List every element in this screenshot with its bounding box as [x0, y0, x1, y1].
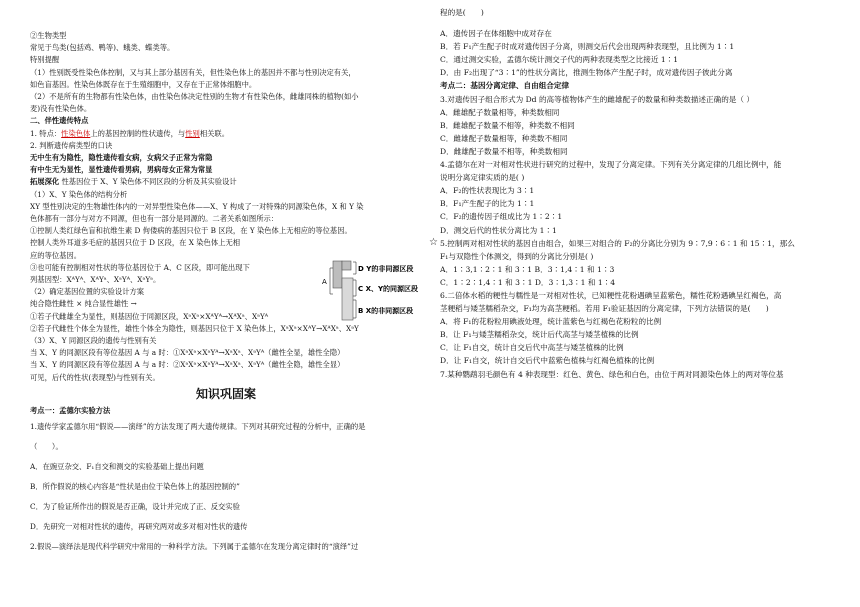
answer-option: C．雌雄配子数量相等，种类数不相同: [440, 133, 568, 143]
text-line: ③也可能有控制相对性状的等位基因位于 A、C 区段，即可能出现下: [30, 262, 250, 272]
xy-chromosome-diagram: [316, 260, 426, 322]
answer-option: B．若 F₁产生配子时成对遗传因子分离，则测交后代会出现两种表现型，且比例为 1∶1: [440, 42, 735, 52]
text-span: 相关联。: [199, 128, 229, 138]
y-chromosome-shape: [333, 261, 342, 288]
text-line: 控制人类外耳道多毛症的基因只位于 D 区段，在 X 染色体上无相: [30, 238, 241, 248]
section-title: 知识巩固案: [195, 386, 256, 401]
answer-option: D．先研究一对相对性状的遗传，再研究两对或多对相对性状的遗传: [30, 522, 248, 532]
region-d-label: D Y的非同源区段: [358, 265, 414, 273]
question-stem: 7.某种鹦鹉羽毛颜色有 4 种表现型：红色、黄色、绿色和白色，由位于两对同源染色体上的两对等位基: [440, 369, 784, 379]
answer-option: D．由 F₂出现了“3∶1”的性状分离比，推测生物体产生配子时，成对遗传因子彼此分离: [440, 68, 733, 78]
question-stem: 茎粳稻与矮茎糯稻杂交，F₁均为高茎粳稻。若用 F₁验证基因的分离定律，下列方法错误的是( ): [440, 304, 769, 314]
text-line: 程的是( ): [440, 8, 484, 17]
question-stem: 1.遗传学家孟德尔用“假说——演绎”的方法发现了两大遗传规律。下列对其研究过程的分析中，正确的是: [30, 422, 366, 432]
mnemonic-line: 有中生无为显性，显性遗传看男病，男病母女正常为常显: [30, 165, 213, 175]
answer-option: A．在豌豆杂交、F₁自交和测交的实验基础上提出问题: [30, 462, 204, 472]
answer-option: A．1∶3,1∶2∶1 和 3∶1 B．3∶1,4∶1 和 1∶3: [440, 264, 615, 274]
answer-option: A．F₂的性状表现比为 3∶1: [440, 186, 535, 196]
y-chromosome-arm: [342, 261, 351, 270]
section-heading: 二、伴性遗传特点: [30, 116, 89, 126]
answer-option: C．F₂的遗传因子组成比为 1∶2∶1: [440, 212, 563, 222]
text-span: 上的基因控制的性状遗传，与: [90, 128, 186, 138]
answer-option: B．雌雄配子数量不相等，种类数不相同: [440, 120, 575, 130]
text-line: 纯合隐性雌性 × 纯合显性雄性 →: [30, 299, 137, 309]
answer-option: A．将 F₁的花粉粒用碘液处理，统计蓝紫色与红褐色花粉粒的比例: [440, 317, 662, 327]
highlight-term: 性别: [185, 128, 200, 138]
answer-option: A．雌雄配子数量相等，种类数相同: [440, 107, 560, 117]
text-line: ②若子代雌性个体全为显性，雄性个体全为隐性，则基因只位于 X 染色体上，XᵃXᵃ×XᴬY→XᴬXᵃ、XᵃY: [30, 323, 359, 333]
answer-option: C．让 F₁自交，统计自交后代中高茎与矮茎植株的比例: [440, 343, 624, 353]
x-chromosome-shape: [342, 278, 353, 320]
text-line: （1）性别既受性染色体控制，又与其上部分基因有关，但性染色体上的基因并不都与性别决定有关，: [30, 67, 356, 77]
topic-heading: 考点一：孟德尔实验方法: [30, 405, 111, 415]
text-span: 1. 特点：: [30, 128, 62, 138]
extension-line: [30, 176, 422, 188]
highlight-term: 性染色体: [61, 128, 91, 138]
text-line: 如色盲基因。性染色体既存在于生殖细胞中，又存在于正常体细胞中。: [30, 79, 257, 89]
extension-label: 拓展深化: [30, 177, 60, 187]
chromosome-svg: [316, 260, 426, 322]
text-line: ②生物类型: [30, 31, 67, 40]
answer-option: B．所作假说的核心内容是“性状是由位于染色体上的基因控制的”: [30, 482, 240, 492]
text-line: （3）X、Y 同源区段的遗传与性别有关: [30, 336, 157, 346]
text-line: ①控制人类红绿色盲和抗维生素 D 佝偻病的基因只位于 B 区段，在 Y 染色体上无相应的等位基因。: [30, 226, 352, 236]
question-stem: 说明分离定律实质的是( ): [440, 173, 525, 183]
text-line: ①若子代雌雄全为显性，则基因位于同源区段，XᵃXᵃ×XᴬYᴬ→XᴬXᵃ、XᵃYᴬ: [30, 311, 269, 321]
text-line: 麦)没有性染色体。: [30, 104, 92, 114]
region-b-label: B X的非同源区段: [358, 307, 414, 315]
text-line: XY 型性别决定的生物雄性体内的一对异型性染色体——X、Y 构成了一对特殊的同源染色体，X 和 Y 染: [30, 201, 364, 211]
answer-option: C．通过测交实验，孟德尔统计测交子代的两种表现类型之比接近 1∶1: [440, 55, 679, 65]
mnemonic-line: 无中生有为隐性，隐性遗传看女病，女病父子正常为常隐: [30, 153, 213, 163]
text-span: 性基因位于 X、Y 染色体不同区段的分析及其实验设计: [59, 177, 237, 187]
question-stem: 2.假说—演绎法是现代科学研究中常用的一种科学方法。下列属于孟德尔在发现分离定律时的“演绎”过: [30, 542, 359, 552]
star-icon: ☆: [429, 236, 438, 248]
text-line: 常见于鸟类(包括鸡、鸭等)、蛾类、蝶类等。: [30, 43, 175, 53]
text-line: 可见，后代的性状(表现型)与性别有关。: [30, 372, 160, 382]
text-line: （1）X、Y 染色体的结构分析: [30, 189, 128, 199]
question-stem: 3.对遗传因子组合形式为 Dd 的高等植物体产生的雌雄配子的数量和种类数描述正确的是（ ）: [440, 94, 754, 104]
answer-option: D．测交后代的性状分离比为 1∶1: [440, 225, 557, 235]
question-stem: [429, 236, 832, 250]
answer-option: C．1∶2∶1,4∶1 和 3∶1 D．3∶1,3∶1 和 1∶4: [440, 277, 616, 287]
text-line: 列基因型：XᴬYᴬ、XᴬYᵃ、XᵃYᴬ、XᵃYᵃ。: [30, 275, 161, 285]
region-c-label: C X、Y的同源区段: [358, 285, 419, 293]
question-stem: 4.孟德尔在对一对相对性状进行研究的过程中，发现了分离定律。下列有关分离定律的几组比例中，能: [440, 160, 782, 170]
feature-line: [30, 128, 422, 140]
topic-heading: 考点二：基因分离定律、自由组合定律: [440, 81, 570, 91]
text-line: 应的等位基因。: [30, 250, 82, 260]
text-line: 2. 判断遗传病类型的口诀: [30, 140, 113, 150]
text-line: 特别提醒: [30, 55, 60, 65]
text-span: 5.控制两对相对性状的基因自由组合，如果三对组合的 F₂的分离比分别为 9∶7,9∶6∶1 和 15∶1，那么: [440, 238, 795, 248]
answer-option: D．雌雄配子数量不相等，种类数相同: [440, 146, 568, 156]
question-stem: （ ）。: [30, 442, 63, 452]
question-stem: F₁与双隐性个体测交，得到的分离比分别是( ): [440, 251, 594, 261]
answer-option: C．为了验证所作出的假说是否正确，设计并完成了正、反交实验: [30, 502, 240, 512]
answer-option: A．遗传因子在体细胞中成对存在: [440, 29, 552, 39]
question-stem: 6.二倍体水稻的粳性与糯性是一对相对性状，已知粳性花粉遇碘呈蓝紫色，糯性花粉遇碘呈红褐色，高: [440, 290, 782, 300]
right-column: [429, 8, 832, 381]
text-line: 当 X、Y 的同源区段有等位基因 A 与 a 时：①XᵃXᵃ×XᵃYᴬ→XᵃXᵃ、XᵃYᴬ（雌性全显，雄性全隐）: [30, 348, 345, 358]
text-line: 色体都有一部分与对方不同源，但也有一部分是同源的。二者关系如图所示：: [30, 214, 279, 224]
region-a-label: A: [322, 278, 327, 286]
answer-option: B．让 F₁与矮茎糯稻杂交，统计后代高茎与矮茎植株的比例: [440, 330, 639, 340]
text-line: （2）不是所有的生物都有性染色体，由性染色体决定性别的生物才有性染色体，雌雄同株的植物(如小: [30, 92, 359, 102]
text-line: （2）确定基因位置的实验设计方案: [30, 287, 145, 297]
text-line: 当 X、Y 的同源区段有等位基因 A 与 a 时：②XᵃXᵃ×XᵃYᴬ→XᵃXᵃ、XᵃYᴬ（雌性全隐，雄性全显）: [30, 360, 345, 370]
answer-option: B．F₁产生配子的比为 1∶1: [440, 199, 535, 209]
answer-option: D．让 F₁自交，统计自交后代中蓝紫色植株与红褐色植株的比例: [440, 356, 655, 366]
